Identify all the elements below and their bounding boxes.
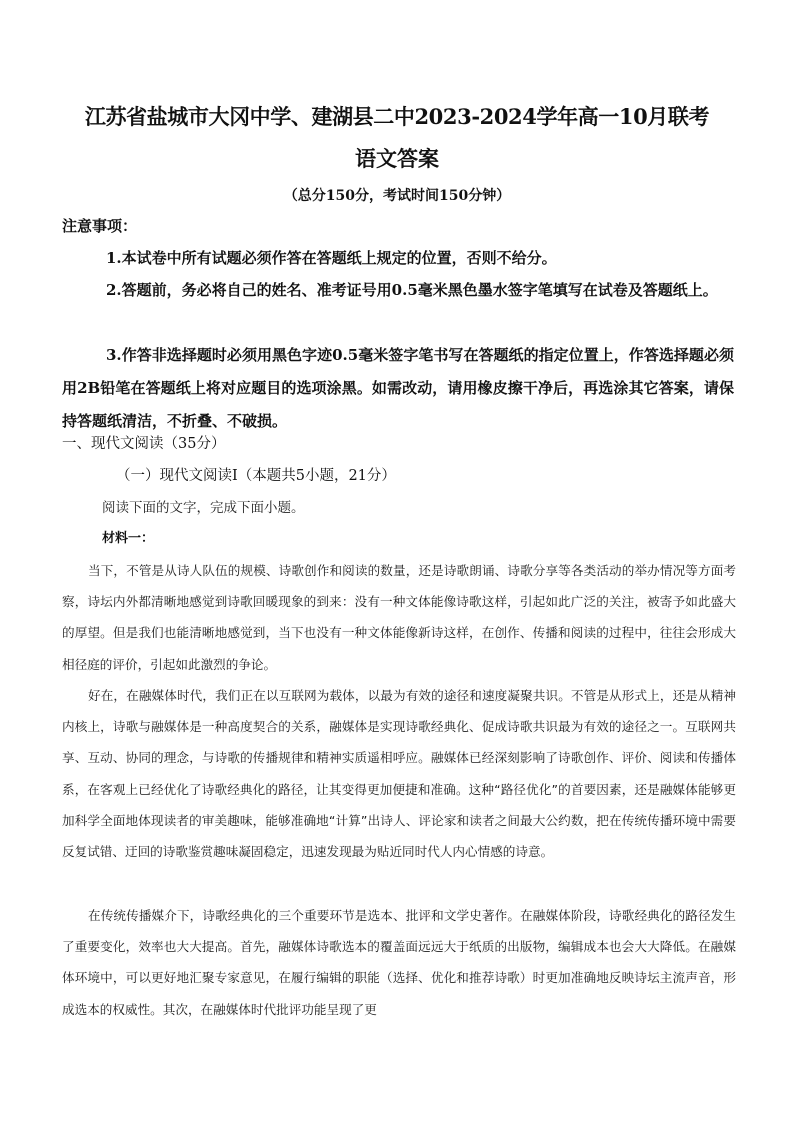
notice-heading: 注意事项： [62,217,138,235]
notice-item-3: 3.作答非选择题时必须用黑色字迹0.5毫米签字笔书写在答题纸的指定位置上，作答选择题必须用2B铅笔在答题纸上将对应题目的选项涂黑。如需改动，请用橡皮擦干净后，再选涂其它答案，请保持答题纸清洁，不折叠、不破损。 [62,346,734,430]
exam-info: （总分150分，考试时间150分钟） [283,188,511,204]
material-label: 材料一： [102,531,155,546]
notice-item-2: 2.答题前，务必将自己的姓名、准考证号用0.5毫米黑色墨水签字笔填写在试卷及答题纸上。 [106,281,718,299]
material-paragraph-3: 在传统传播媒介下，诗歌经典化的三个重要环节是选本、批评和文学史著作。在融媒体阶段，诗歌经典化的路径发生了重要变化，效率也大大提高。首先，融媒体诗歌选本的覆盖面远远大于纸质的出版物，编辑成本也会大大降低。在融媒体环境中，可以更好地汇聚专家意见，在履行编辑的职能（选择、优化和推荐诗歌）时更加准确地反映诗坛主流声音，形成选本的权威性。其次，在融媒体时代批评功能呈现了更 [62,908,736,1017]
material-paragraph-2: 好在，在融媒体时代，我们正在以互联网为载体，以最为有效的途径和速度凝聚共识。不管是从形式上，还是从精神内核上，诗歌与融媒体是一种高度契合的关系，融媒体是实现诗歌经典化、促成诗歌共识最为有效的途径之一。互联网共享、互动、协同的理念，与诗歌的传播规律和精神实质遥相呼应。融媒体已经深刻影响了诗歌创作、评价、阅读和传播体系，在客观上已经优化了诗歌经典化的路径，让其变得更加便捷和准确。这种“路径优化”的首要因素，还是融媒体能够更加科学全面地体现读者的审美趣味，能够准确地“计算”出诗人、评论家和读者之间最大公约数，把在传统传播环境中需要反复试错、迂回的诗歌鉴赏趣味凝固稳定，迅速发现最为贴近同时代人内心情感的诗意。 [62,688,736,860]
document-title: 江苏省盐城市大冈中学、建湖县二中2023-2024学年高一10月联考 [84,104,710,129]
subsection-title: （一）现代文阅读Ⅰ（本题共5小题，21分） [116,468,396,484]
document-subtitle-answer: 语文答案 [355,146,439,171]
notice-item-1: 1.本试卷中所有试题必须作答在答题纸上规定的位置，否则不给分。 [106,249,557,267]
reading-instruction: 阅读下面的文字，完成下面小题。 [102,500,305,516]
section-title: 一、现代文阅读（35分） [62,436,226,452]
material-paragraph-1: 当下，不管是从诗人队伍的规模、诗歌创作和阅读的数量，还是诗歌朗诵、诗歌分享等各类活动的举办情况等方面考察，诗坛内外都清晰地感觉到诗歌回暖现象的到来：没有一种文体能像诗歌这样，引起如此广泛的关注，被寄予如此盛大的厚望。但是我们也能清晰地感觉到，当下也没有一种文体能像新诗这样，在创作、传播和阅读的过程中，往往会形成大相径庭的评价，引起如此激烈的争论。 [62,563,736,672]
